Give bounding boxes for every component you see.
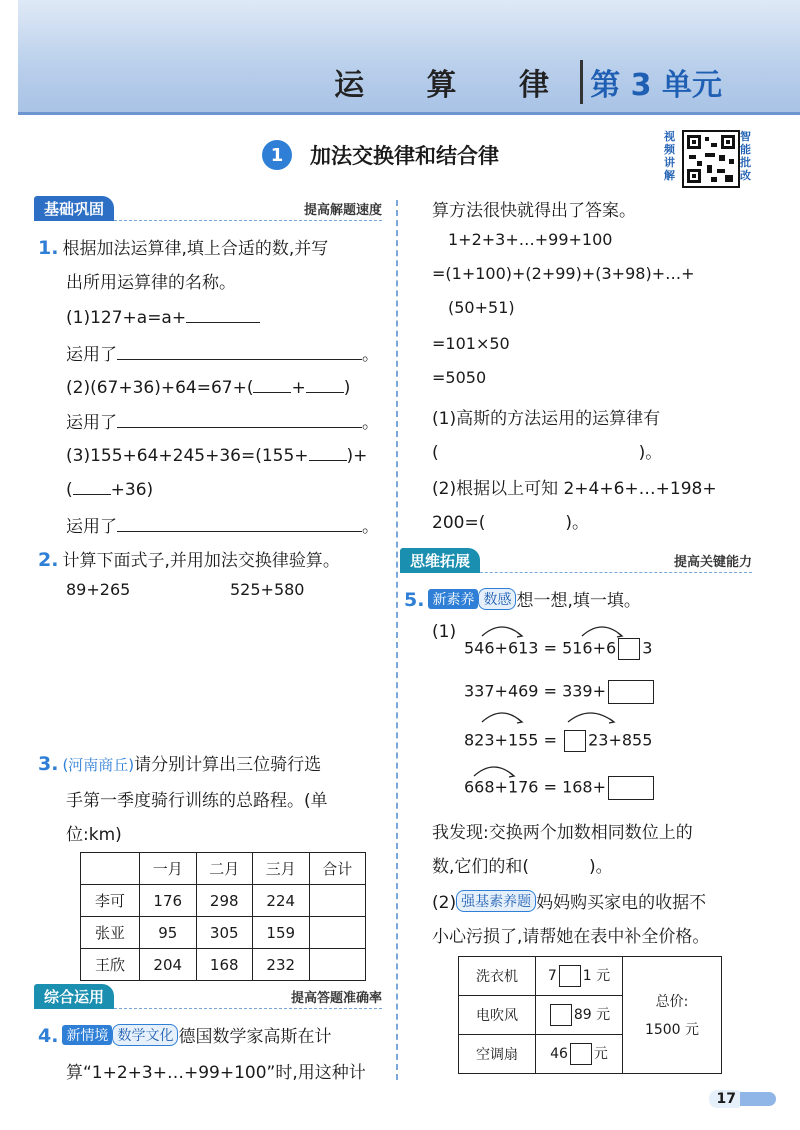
section-title-text: 加法交换律和结合律 [310, 144, 499, 168]
q1-part2-c: ) [343, 378, 351, 398]
q1-use2-blank[interactable] [117, 409, 362, 428]
q4-sub1-line2 [432, 438, 662, 463]
q3-header-cell: 一月 [140, 853, 197, 885]
q5-stem [404, 586, 641, 611]
q4-sub2-line1: (2)根据以上可知 2+4+6+…+198+ [432, 479, 717, 499]
q3-stem-b: 手第一季度骑行训练的总路程。(单 [66, 791, 328, 811]
q1-part3-blank1[interactable] [309, 442, 347, 461]
q1-part1 [66, 304, 260, 328]
q5-eq4-a: 668+176 = 168+ [464, 777, 607, 797]
table-cell: 305 [196, 917, 253, 949]
q1-use1-end: 。 [362, 345, 379, 365]
q1-part1-blank[interactable] [186, 304, 260, 323]
table-cell: 176 [140, 885, 197, 917]
table-cell: 168 [196, 949, 253, 981]
q1-part2-a: (2)(67+36)+64=67+( [66, 378, 254, 398]
thinking-section-note: 提高关键能力 [673, 554, 752, 570]
header-separator [580, 60, 583, 104]
receipt-total [623, 957, 722, 1074]
q5-part1-label: (1) [432, 622, 457, 642]
q3-stem-a: 请分别计算出三位骑行选 [134, 755, 322, 775]
q1-part3-b: )+ [346, 446, 368, 466]
comprehensive-section-label: 综合运用 [34, 984, 114, 1009]
unit-label: 第 3 单元 [590, 68, 722, 103]
section-title [262, 140, 499, 170]
q1-stem-a: 根据加法运算律,填上合适的数,并写 [62, 239, 329, 259]
q5-eq1-box[interactable] [618, 638, 640, 660]
q4-tag-culture: 数学文化 [112, 1024, 178, 1046]
table-cell: 张亚 [81, 917, 140, 949]
q1-part2 [66, 374, 350, 398]
q5-part2-b: 小心污损了,请帮她在表中补全价格。 [432, 927, 710, 947]
column-divider [396, 200, 398, 1080]
q4-stem-a: 德国数学家高斯在计 [178, 1027, 332, 1047]
q4-tag-context: 新情境 [62, 1025, 112, 1045]
q1-stem-b: 出所用运算律的名称。 [66, 273, 236, 293]
q2-expr2: 525+580 [230, 580, 305, 599]
q1-use1-label: 运用了 [66, 345, 117, 365]
qr-icon [682, 130, 740, 188]
q1-part3-d: +36) [110, 480, 154, 500]
q4-stem-c: 算方法很快就得出了答案。 [432, 201, 636, 221]
q4-sub1-close: )。 [638, 443, 663, 463]
receipt-price-pre: 46 [550, 1046, 568, 1062]
table-cell: 224 [253, 885, 310, 917]
q4-calc-line2: =(1+100)+(2+99)+(3+98)+…+ [432, 264, 695, 283]
q5-finding-c: )。 [589, 857, 613, 877]
q3-table-header [81, 853, 366, 885]
receipt-price-post: 元 [593, 1046, 608, 1062]
q3-header-cell: 合计 [309, 853, 366, 885]
q1-part3-c: ( [66, 480, 73, 500]
q5-eq2 [464, 680, 654, 704]
table-row [81, 949, 366, 981]
table-row [81, 917, 366, 949]
q4-stem-line1 [38, 1022, 331, 1047]
answer-cell[interactable] [309, 917, 366, 949]
q5-part2-line1 [432, 888, 706, 913]
q5-stem-text: 想一想,填一填。 [516, 591, 641, 611]
q1-number: 1. [38, 237, 59, 259]
receipt-price [536, 1035, 623, 1074]
table-cell: 王欣 [81, 949, 140, 981]
answer-cell[interactable] [309, 949, 366, 981]
q5-tag-literacy: 新素养 [428, 589, 478, 609]
table-cell: 298 [196, 885, 253, 917]
q5-eq1-b: 3 [642, 638, 653, 658]
receipt-total-label: 总价: [655, 994, 689, 1010]
q3-region: (河南商丘) [62, 756, 135, 774]
basic-section-label: 基础巩固 [34, 196, 114, 221]
q1-part3-a: (3)155+64+245+36=(155+ [66, 446, 309, 466]
basic-section-note: 提高解题速度 [303, 202, 382, 218]
receipt-price [536, 957, 623, 996]
q3-header-cell [81, 853, 140, 885]
q5-eq2-box[interactable] [608, 680, 654, 704]
q1-use3-end: 。 [362, 517, 379, 537]
q5-eq2-a: 337+469 = 339+ [464, 681, 607, 701]
q1-use2 [66, 408, 379, 433]
q4-calc-line4: =101×50 [432, 334, 510, 353]
q1-use2-end: 。 [362, 413, 379, 433]
q4-sub2-close: )。 [565, 513, 589, 533]
table-cell: 95 [140, 917, 197, 949]
comprehensive-section-bar [34, 984, 382, 1009]
q5-eq4 [464, 776, 654, 800]
chapter-topic: 运 算 律 [334, 68, 575, 103]
q1-use1-blank[interactable] [117, 341, 362, 360]
q3-stem-c: 位:km) [66, 825, 122, 845]
q1-part3-cont [66, 476, 153, 500]
receipt-box[interactable] [559, 965, 581, 987]
basic-section-bar [34, 196, 382, 221]
receipt-total-value: 1500 元 [644, 1022, 700, 1038]
q5-finding-line2 [432, 852, 613, 877]
q4-calc-line3: (50+51) [448, 298, 515, 317]
q4-calc-line1: 1+2+3+…+99+100 [448, 230, 613, 249]
q2-expr1: 89+265 [66, 580, 131, 599]
receipt-table [458, 956, 722, 1074]
table-row [81, 885, 366, 917]
q5-finding-line1: 我发现:交换两个加数相同数位上的 [432, 823, 693, 843]
q5-part2-label: (2) [432, 893, 457, 913]
q5-eq3 [464, 730, 652, 752]
receipt-price-pre: 7 [547, 968, 557, 984]
page-number [709, 1090, 776, 1108]
q5-eq3-box[interactable] [564, 730, 586, 752]
receipt-item: 空调扇 [459, 1035, 536, 1074]
q2-stem-text: 计算下面式子,并用加法交换律验算。 [62, 551, 340, 571]
q3-table [80, 852, 366, 981]
table-row [459, 957, 722, 996]
q1-stem-line1 [38, 234, 328, 259]
q1-part2-blank1[interactable] [253, 374, 291, 393]
q4-sub1-open: ( [432, 443, 439, 463]
q1-part1-text: (1)127+a=a+ [66, 308, 187, 328]
q1-part3 [66, 442, 367, 466]
q2-stem [38, 546, 340, 571]
q4-sub2-line2 [432, 508, 589, 533]
q1-use2-label: 运用了 [66, 413, 117, 433]
page-number-text: 17 [709, 1090, 744, 1108]
q5-tag-number-sense: 数感 [478, 588, 516, 610]
table-cell: 李可 [81, 885, 140, 917]
qr-code[interactable] [664, 130, 754, 190]
q1-part3-blank2[interactable] [73, 476, 111, 495]
qr-left-label: 视频讲解 [664, 130, 675, 182]
q5-part2-a: 妈妈购买家电的收据不 [536, 893, 707, 913]
thinking-section-label: 思维拓展 [400, 548, 480, 573]
page-number-tab [740, 1092, 776, 1106]
q3-header-cell: 三月 [253, 853, 310, 885]
q5-number: 5. [404, 589, 425, 611]
q5-eq4-box[interactable] [608, 776, 654, 800]
receipt-price-post: 89 元 [573, 1007, 611, 1023]
q1-use3-blank[interactable] [117, 513, 362, 532]
q1-use1 [66, 340, 379, 365]
receipt-price-post: 1 元 [582, 968, 611, 984]
q4-sub1-line1: (1)高斯的方法运用的运算律有 [432, 409, 661, 429]
section-number-badge: 1 [262, 140, 292, 170]
answer-cell[interactable] [309, 885, 366, 917]
q5-eq1-a: 546+613 = 516+6 [464, 638, 617, 658]
table-cell: 232 [253, 949, 310, 981]
qr-right-label: 智能批改 [740, 130, 751, 182]
q1-use3-label: 运用了 [66, 517, 117, 537]
receipt-price [536, 996, 623, 1035]
table-cell: 159 [253, 917, 310, 949]
q1-part2-b: + [291, 378, 306, 398]
q4-stem-b: 算“1+2+3+…+99+100”时,用这种计 [66, 1063, 366, 1083]
q5-finding-b: 数,它们的和( [432, 857, 530, 877]
q3-stem-line1 [38, 750, 321, 775]
q1-part2-blank2[interactable] [306, 374, 344, 393]
q1-use3 [66, 512, 379, 537]
q4-calc-line5: =5050 [432, 368, 487, 387]
q4-sub2-open: 200=( [432, 513, 486, 533]
q3-number: 3. [38, 753, 59, 775]
q2-number: 2. [38, 549, 59, 571]
q5-eq1 [464, 638, 652, 660]
receipt-box[interactable] [550, 1004, 572, 1026]
q4-number: 4. [38, 1025, 59, 1047]
thinking-section-bar [400, 548, 752, 573]
q5-eq3-a: 823+155 = [464, 730, 557, 750]
receipt-item: 电吹风 [459, 996, 536, 1035]
q5-tag-foundation: 强基素养题 [456, 890, 536, 912]
receipt-item: 洗衣机 [459, 957, 536, 996]
receipt-box[interactable] [570, 1043, 592, 1065]
table-cell: 204 [140, 949, 197, 981]
q5-eq3-b: 23+855 [588, 730, 653, 750]
q3-header-cell: 二月 [196, 853, 253, 885]
comprehensive-section-note: 提高答题准确率 [290, 990, 382, 1006]
